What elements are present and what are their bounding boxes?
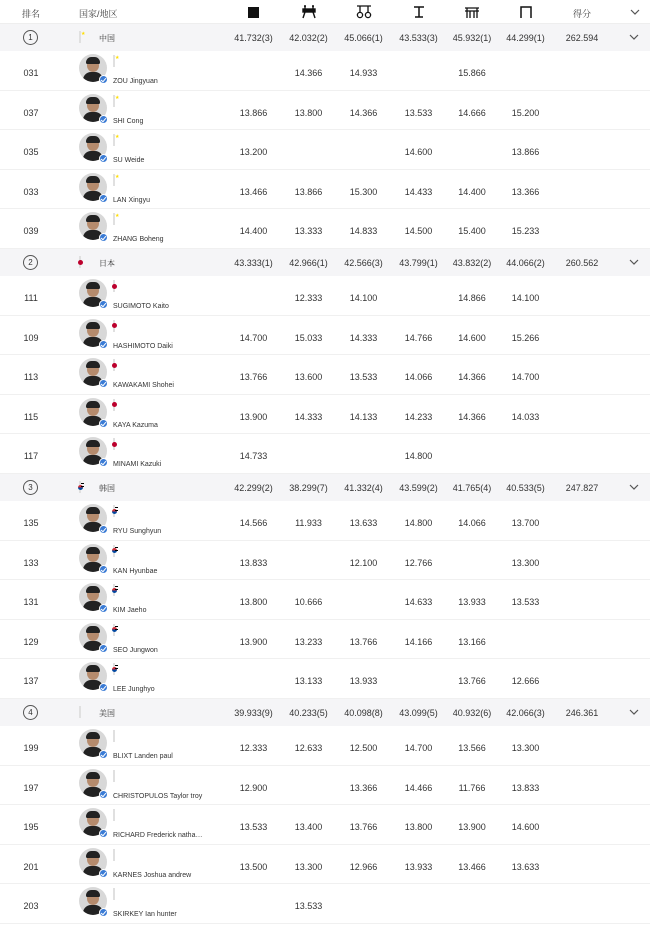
athlete-row[interactable] [0,91,650,131]
athlete-apparatus-score: 13.833 [511,782,540,793]
athlete-apparatus-score: 13.933 [349,676,378,687]
athlete-bib: 037 [23,107,39,118]
athlete-apparatus-score: 10.666 [294,597,323,608]
athlete-apparatus-score: 13.800 [239,597,268,608]
athlete-apparatus-score: 12.966 [349,861,378,872]
athlete-apparatus-score: 14.433 [404,186,433,197]
athlete-flag-icon [113,95,115,107]
team-row[interactable] [0,24,650,51]
team-apparatus-score: 43.599(2) [399,483,438,493]
team-name: 美国 [99,709,115,718]
athlete-apparatus-score: 13.866 [511,147,540,158]
team-apparatus-score: 42.566(3) [344,258,383,268]
athlete-apparatus-score: 13.766 [458,676,486,687]
athlete-flag-icon [113,505,115,517]
athlete-apparatus-score: 12.766 [404,557,433,568]
verified-badge-icon [99,75,108,84]
team-apparatus-score: 43.799(1) [399,258,438,268]
athlete-name[interactable]: KIM Jaeho [113,607,147,615]
verified-badge-icon [99,644,108,653]
athlete-apparatus-score: 13.700 [511,518,540,528]
athlete-bib: 109 [23,332,39,343]
rank-column-header: 排名 [21,9,40,19]
athlete-apparatus-score: 14.400 [458,186,486,197]
athlete-name[interactable]: ZOU Jingyuan [113,78,158,85]
athlete-row[interactable] [0,884,650,924]
rings-icon [336,5,391,19]
athlete-row[interactable] [0,276,650,316]
athlete-apparatus-score: 13.933 [404,861,433,872]
athlete-apparatus-score: 14.033 [511,411,540,422]
athlete-bib: 131 [23,597,39,608]
athlete-apparatus-score: 14.766 [404,332,433,343]
athlete-apparatus-score: 13.233 [294,636,323,647]
team-rank-badge: 3 [23,480,38,495]
athlete-row[interactable] [0,316,650,356]
athlete-name[interactable]: KAWAKAMI Shohei [113,382,174,390]
verified-badge-icon [99,154,108,163]
athlete-apparatus-score: 14.600 [458,332,486,343]
athlete-apparatus-score: 14.133 [349,411,378,422]
chevron-down-icon[interactable] [628,31,640,43]
verified-badge-icon [99,458,108,467]
team-apparatus-score: 44.066(2) [506,258,545,268]
team-apparatus-score: 45.932(1) [452,33,492,43]
verified-badge-icon [99,379,108,388]
verified-badge-icon [99,829,108,838]
athlete-bib: 033 [23,186,39,197]
athlete-apparatus-score: 14.666 [458,107,486,118]
athlete-apparatus-score: 13.800 [404,822,433,833]
athlete-row[interactable] [0,620,650,660]
athlete-row[interactable] [0,845,650,885]
team-apparatus-score: 40.233(5) [289,708,328,718]
team-apparatus-score: 43.832(2) [452,258,492,268]
athlete-row[interactable] [0,541,650,581]
team-apparatus-score: 42.299(2) [234,483,273,493]
athlete-bib: 111 [24,293,38,303]
verified-badge-icon [99,790,108,799]
athlete-apparatus-score: 13.766 [349,636,378,647]
athlete-apparatus-score: 14.933 [349,68,378,78]
athlete-apparatus-score: 12.500 [349,743,378,753]
athlete-bib: 129 [23,636,39,647]
athlete-apparatus-score: 13.533 [349,372,378,383]
athlete-apparatus-score: 13.533 [294,901,323,912]
verified-badge-icon [99,683,108,692]
athlete-apparatus-score: 13.366 [511,186,540,197]
athlete-apparatus-score: 14.700 [404,743,433,753]
athlete-flag-icon [113,888,115,900]
athlete-apparatus-score: 14.800 [404,518,433,528]
athlete-apparatus-score: 13.866 [239,107,268,118]
athlete-apparatus-score: 14.700 [239,332,268,343]
chevron-down-icon[interactable] [628,706,640,718]
athlete-row[interactable] [0,805,650,845]
athlete-apparatus-score: 13.166 [458,636,486,647]
athlete-apparatus-score: 14.066 [404,372,433,383]
athlete-flag-icon [113,359,115,371]
athlete-apparatus-score: 14.233 [404,411,433,422]
athlete-flag-icon [113,730,115,742]
athlete-bib: 113 [23,372,39,383]
athlete-apparatus-score: 13.900 [239,636,268,647]
parallel-bars-icon [446,5,498,19]
athlete-apparatus-score: 13.833 [239,557,268,568]
team-apparatus-score: 45.066(1) [344,33,383,43]
athlete-flag-icon [113,399,115,411]
athlete-apparatus-score: 13.533 [239,822,268,833]
athlete-flag-icon [113,809,115,821]
athlete-flag-icon [113,545,115,557]
athlete-apparatus-score: 13.566 [458,743,486,753]
athlete-name[interactable]: ZHANG Boheng [113,236,164,244]
athlete-name[interactable]: LEE Junghyo [113,686,155,694]
athlete-apparatus-score: 14.166 [404,636,433,647]
athlete-apparatus-score: 13.866 [294,186,323,197]
chevron-down-icon[interactable] [628,256,640,268]
athlete-apparatus-score: 15.866 [458,68,486,78]
team-total-score: 247.827 [565,483,599,493]
athlete-row[interactable] [0,726,650,766]
athlete-row[interactable] [0,395,650,435]
vault-icon [391,5,446,19]
team-apparatus-score: 41.332(4) [344,483,383,493]
athlete-apparatus-score: 15.233 [511,226,540,237]
athlete-apparatus-score: 14.866 [458,293,486,303]
athlete-name[interactable]: CHRISTOPULOS Taylor troy [113,792,203,800]
athlete-apparatus-score: 14.366 [294,68,323,78]
athlete-apparatus-score: 13.133 [294,676,323,687]
verified-badge-icon [99,115,108,124]
athlete-apparatus-score: 14.333 [349,332,378,343]
verified-badge-icon [99,300,108,309]
athlete-apparatus-score: 12.900 [239,782,268,793]
athlete-row[interactable] [0,51,650,91]
athlete-bib: 137 [23,676,39,687]
horizontal-bar-icon [498,5,553,19]
athlete-apparatus-score: 13.600 [294,372,323,383]
athlete-name[interactable]: LAN Xingyu [113,196,150,204]
athlete-apparatus-score: 14.500 [404,226,433,237]
athlete-apparatus-score: 14.400 [239,226,268,237]
athlete-flag-icon [113,55,115,67]
athlete-apparatus-score: 13.766 [349,822,378,833]
athlete-apparatus-score: 13.633 [349,518,378,528]
athlete-bib: 199 [23,743,39,753]
athlete-apparatus-score: 13.533 [511,597,540,608]
athlete-bib: 115 [23,411,39,422]
athlete-apparatus-score: 14.366 [458,411,486,422]
athlete-flag-icon [113,584,115,596]
pommel-horse-icon [281,5,336,19]
athlete-row[interactable] [0,580,650,620]
team-apparatus-score: 42.966(1) [289,258,328,268]
team-flag-icon [79,481,81,493]
athlete-apparatus-score: 14.566 [239,518,268,528]
athlete-apparatus-score: 13.766 [239,372,268,383]
athlete-apparatus-score: 15.266 [511,332,540,343]
athlete-apparatus-score: 14.100 [511,293,540,303]
athlete-apparatus-score: 12.100 [349,557,378,568]
athlete-apparatus-score: 11.933 [295,518,322,528]
athlete-flag-icon [113,280,115,292]
athlete-apparatus-score: 14.333 [294,411,323,422]
athlete-bib: 201 [23,861,39,872]
athlete-apparatus-score: 15.033 [294,332,323,343]
verified-badge-icon [99,565,108,574]
athlete-apparatus-score: 15.400 [458,226,486,237]
team-rank-badge: 4 [23,705,38,720]
verified-badge-icon [99,419,108,428]
athlete-name[interactable]: HASHIMOTO Daiki [113,342,173,350]
athlete-apparatus-score: 13.300 [511,557,540,568]
verified-badge-icon [99,525,108,534]
athlete-apparatus-score: 12.333 [294,293,323,303]
athlete-bib: 117 [23,451,39,462]
athlete-name[interactable]: KAYA Kazuma [113,421,158,429]
athlete-name[interactable]: BLIXT Landen paul [113,753,173,760]
athlete-bib: 197 [23,782,39,793]
athlete-flag-icon [113,320,115,332]
athlete-flag-icon [113,849,115,861]
athlete-name[interactable]: KARNES Joshua andrew [113,871,192,879]
athlete-apparatus-score: 14.066 [458,518,486,528]
team-rank-badge: 1 [23,30,38,45]
verified-badge-icon [99,340,108,349]
athlete-apparatus-score: 14.600 [511,822,540,833]
team-apparatus-score: 41.732(3) [234,33,273,43]
team-name: 日本 [99,259,115,268]
team-apparatus-score: 40.932(6) [452,708,492,718]
verified-badge-icon [99,869,108,878]
athlete-flag-icon [113,134,115,146]
athlete-apparatus-score: 12.633 [294,743,323,753]
team-apparatus-score: 43.333(1) [234,258,273,268]
team-name: 韩国 [99,484,115,493]
team-row[interactable] [0,249,650,276]
athlete-apparatus-score: 14.633 [404,597,433,608]
athlete-row[interactable] [0,659,650,699]
team-total-score: 246.361 [565,708,599,718]
team-row[interactable] [0,699,650,726]
verified-badge-icon [99,604,108,613]
verified-badge-icon [99,233,108,242]
athlete-bib: 039 [23,226,39,237]
athlete-apparatus-score: 13.333 [294,226,323,237]
athlete-row[interactable] [0,434,650,474]
athlete-bib: 203 [23,901,39,912]
team-total-score: 260.562 [565,258,599,268]
athlete-name[interactable]: KAN Hyunbae [113,567,158,575]
team-flag-icon [79,706,81,718]
verified-badge-icon [99,908,108,917]
athlete-apparatus-score: 13.533 [404,107,433,118]
athlete-name[interactable]: SHI Cong [113,117,144,125]
athlete-apparatus-score: 15.200 [511,107,540,118]
team-apparatus-score: 44.299(1) [506,33,545,43]
athlete-name[interactable]: SKIRKEY Ian hunter [113,911,177,919]
team-name: 中国 [99,34,115,43]
athlete-row[interactable] [0,209,650,249]
athlete-apparatus-score: 12.333 [239,743,268,753]
athlete-name[interactable]: SU Weide [113,157,145,165]
team-flag-icon [79,256,81,268]
athlete-name[interactable]: RYU Sunghyun [113,528,162,535]
athlete-bib: 031 [23,68,39,78]
athlete-apparatus-score: 13.900 [239,411,268,422]
athlete-apparatus-score: 13.300 [511,743,540,753]
team-row[interactable] [0,474,650,501]
athlete-bib: 133 [23,557,39,568]
athlete-apparatus-score: 13.200 [239,147,268,158]
athlete-apparatus-score: 13.500 [239,861,268,872]
athlete-name[interactable]: RICHARD Frederick natha… [113,832,203,840]
athlete-apparatus-score: 15.300 [349,186,378,197]
team-apparatus-score: 43.099(5) [399,708,438,718]
athlete-apparatus-score: 14.700 [511,372,540,383]
athlete-flag-icon [113,624,115,636]
athlete-flag-icon [113,770,115,782]
athlete-apparatus-score: 13.300 [294,861,323,872]
table-header [0,0,650,24]
athlete-apparatus-score: 14.600 [404,147,433,158]
athlete-bib: 195 [23,822,39,833]
team-apparatus-score: 38.299(7) [289,483,328,493]
athlete-apparatus-score: 13.933 [458,597,486,608]
athlete-apparatus-score: 13.366 [349,782,378,793]
athlete-row[interactable] [0,130,650,170]
athlete-name[interactable]: MINAMI Kazuki [113,461,162,469]
athlete-apparatus-score: 14.466 [404,782,433,793]
athlete-flag-icon [113,213,115,225]
team-flag-icon [79,31,81,43]
athlete-apparatus-score: 14.833 [349,226,378,237]
collapse-all-chevron-icon[interactable] [625,5,645,19]
athlete-apparatus-score: 13.466 [458,861,486,872]
athlete-row[interactable] [0,501,650,541]
athlete-apparatus-score: 14.733 [239,451,268,462]
chevron-down-icon[interactable] [628,481,640,493]
athlete-apparatus-score: 13.800 [294,107,323,118]
athlete-name[interactable]: SEO Jungwon [113,646,158,654]
team-apparatus-score: 43.533(3) [399,33,438,43]
team-rank-badge: 2 [23,255,38,270]
athlete-apparatus-score: 14.366 [349,107,378,118]
team-apparatus-score: 40.533(5) [506,483,545,493]
athlete-apparatus-score: 14.366 [458,372,486,383]
athlete-flag-icon [113,174,115,186]
total-column-header: 得分 [572,9,591,19]
athlete-name[interactable]: SUGIMOTO Kaito [113,303,169,310]
team-apparatus-score: 42.032(2) [289,33,328,43]
athlete-apparatus-score: 12.666 [511,676,540,687]
athlete-apparatus-score: 11.766 [458,782,486,793]
team-apparatus-score: 41.765(4) [452,483,492,493]
athlete-flag-icon [113,438,115,450]
athlete-bib: 135 [23,518,39,528]
athlete-apparatus-score: 13.466 [239,186,268,197]
athlete-row[interactable] [0,170,650,210]
team-apparatus-score: 42.066(3) [506,708,545,718]
athlete-row[interactable] [0,355,650,395]
floor-icon [226,5,281,19]
country-column-header: 国家/地区 [79,9,118,19]
team-apparatus-score: 39.933(9) [234,708,273,718]
athlete-apparatus-score: 13.900 [458,822,486,833]
athlete-row[interactable] [0,766,650,806]
athlete-bib: 035 [23,147,39,158]
athlete-apparatus-score: 13.400 [294,822,323,833]
team-apparatus-score: 40.098(8) [344,708,383,718]
athlete-flag-icon [113,663,115,675]
athlete-apparatus-score: 14.800 [404,451,433,462]
verified-badge-icon [99,750,108,759]
athlete-apparatus-score: 14.100 [349,293,378,303]
verified-badge-icon [99,194,108,203]
team-total-score: 262.594 [565,33,599,43]
athlete-apparatus-score: 13.633 [511,861,540,872]
